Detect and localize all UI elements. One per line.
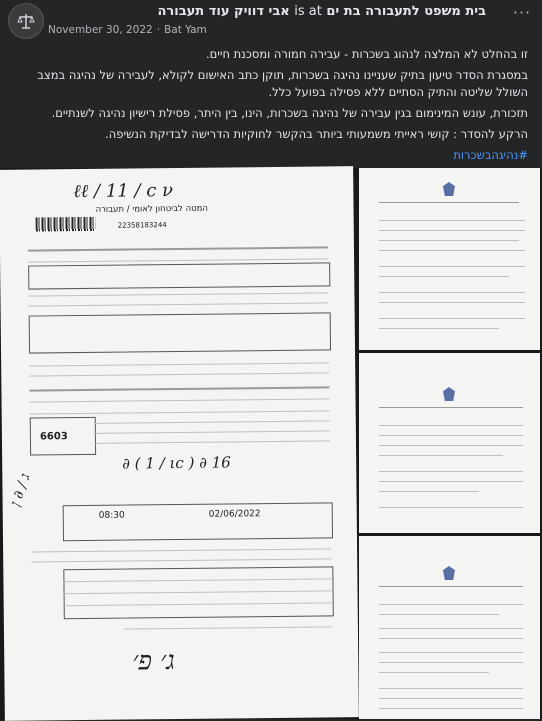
post-paragraph-2: במסגרת הסדר טיעון בתיק שעניינו נהיגה בשכרות, תוקן כתב האישום לקולא, לעבירה של נהיגה במצב השולל שליטה והתיק הסתיים ללא פסילה בפועל כלל.	[37, 68, 528, 99]
case-code: 6603	[39, 431, 68, 443]
post-date[interactable]: November 30, 2022	[48, 24, 153, 36]
photo-main[interactable]	[0, 166, 359, 721]
more-options-button[interactable]: ···	[512, 3, 532, 22]
post-body	[14, 46, 528, 168]
post-location[interactable]: Bat Yam	[164, 24, 207, 36]
handwritten-signature: ג׳ פ׳	[132, 646, 175, 677]
post-hashtag[interactable]	[14, 147, 528, 164]
post-paragraph-1: זו בהחלט לא המלצה לנהוג בשכרות - עבירה חמורה ומסכנת חיים.	[206, 47, 528, 61]
handwritten-note-mid: ∂ ( 1 ∕ ιc ) ∂ 16	[122, 453, 231, 473]
post-title	[158, 4, 487, 19]
date-time-box	[63, 502, 333, 541]
emblem-icon	[443, 566, 455, 580]
emblem-icon	[443, 387, 455, 401]
post-meta	[48, 24, 207, 36]
meta-separator: ·	[156, 24, 161, 36]
photo-side-3[interactable]	[359, 536, 540, 719]
group-avatar[interactable]	[8, 3, 44, 39]
handwritten-note-left: ג ∕ ∂ ן	[7, 471, 34, 509]
emblem-icon	[443, 182, 455, 196]
post-paragraph-4: הרקע להסדר : קושי ראייתי משמעותי ביותר בהקשר לחוקיות הדרישה לבדיקת הנשיפה.	[105, 127, 528, 141]
author-link[interactable]: אבי דוויק עוד תעבורה	[157, 4, 290, 19]
form-title: המטה לביטחון לאומי / תעבורה	[95, 203, 209, 215]
post-paragraph-3: תזכורת, עונש המינימום בגין עבירה של נהיגה בשכרות, הינו, בין היתר, פסילת רישיון נהיגה לשנתיים.	[51, 106, 528, 120]
handwritten-note-top: ℓℓ ∕ 11 ∕ c ν	[73, 180, 174, 203]
photo-side-1[interactable]	[359, 168, 540, 350]
hashtag-link[interactable]: #נהיגהבשכרות	[453, 148, 528, 162]
time-field: 08:30	[98, 510, 125, 521]
date-field: 02/06/2022	[208, 509, 261, 520]
group-link[interactable]: בית משפט לתעבורה בת ים	[326, 4, 486, 19]
at-text: is at	[294, 4, 322, 19]
scales-icon	[16, 11, 36, 31]
photo-grid	[0, 168, 542, 719]
photo-side-2[interactable]	[359, 353, 540, 533]
post-header	[0, 0, 542, 44]
barcode-number: 22358183244	[117, 221, 167, 230]
barcode	[36, 217, 96, 232]
